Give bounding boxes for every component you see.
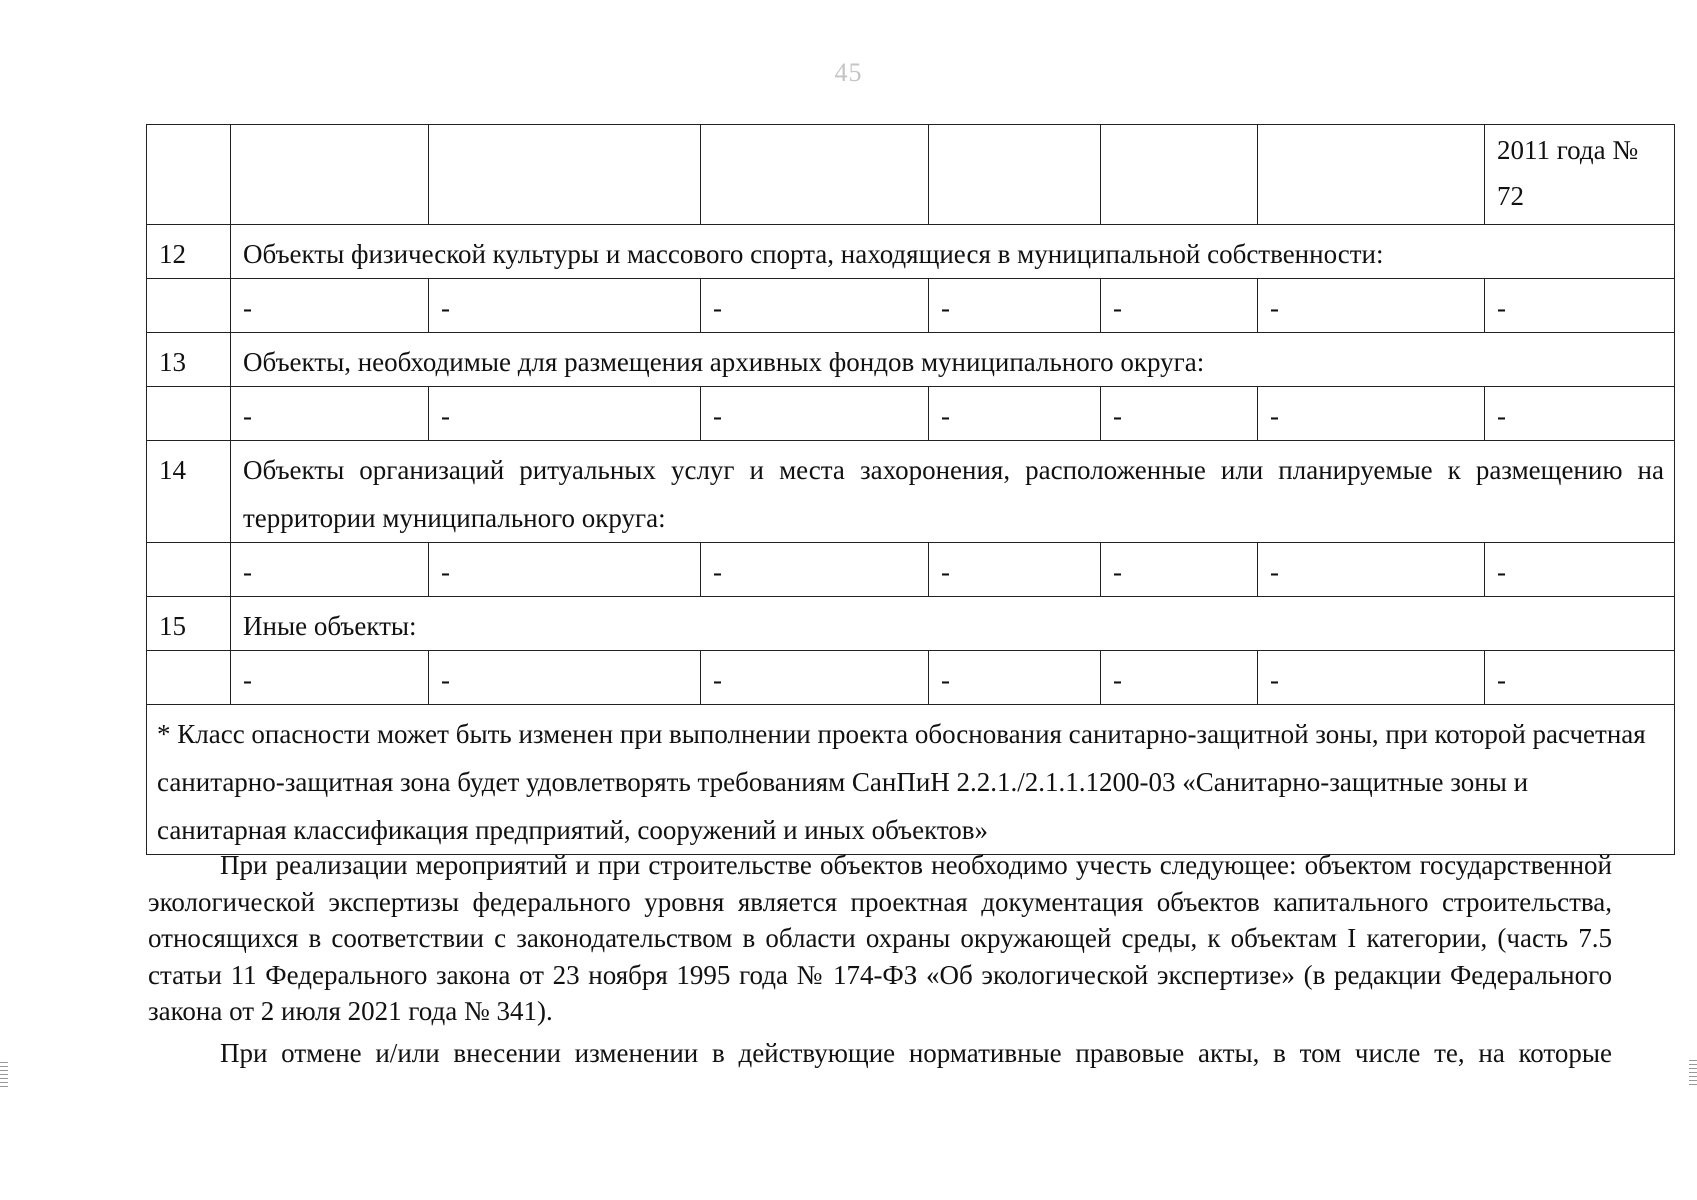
dash-cell: - [429, 651, 701, 705]
section-header-row [147, 333, 1675, 387]
table-cell: 2011 года № 72 [1485, 125, 1675, 225]
dash-cell: - [1485, 651, 1675, 705]
dash-cell: - [1485, 543, 1675, 597]
section-header-row [147, 441, 1675, 543]
dash-cell: - [231, 651, 429, 705]
section-header-row [147, 225, 1675, 279]
section-number: 13 [147, 333, 231, 387]
dash-cell: - [1258, 651, 1485, 705]
table-cell [1258, 125, 1485, 225]
dash-cell: - [1258, 387, 1485, 441]
section-title: Иные объекты: [231, 597, 1675, 651]
objects-table [146, 124, 1675, 855]
dash-cell: - [1101, 387, 1258, 441]
dash-cell: - [929, 279, 1101, 333]
dash-cell: - [1485, 279, 1675, 333]
section-number: 15 [147, 597, 231, 651]
table-cell [429, 125, 701, 225]
table-cell [147, 125, 231, 225]
dash-cell: - [231, 543, 429, 597]
dash-cell: - [929, 651, 1101, 705]
table-cell [147, 651, 231, 705]
table-cell [147, 279, 231, 333]
table-row [147, 543, 1675, 597]
footnote: * Класс опасности может быть изменен при выполнении проекта обоснования санитарно-защитной зоны, при которой расчетная санитарно-защитная зона будет удовлетворять требованиям СанПиН 2.2.1./2.1.1.1200-03 «Санитарно-защитные зоны и санитарная классификация предприятий, сооружений и иных объектов» [147, 705, 1675, 855]
scan-edge-mark [0, 1062, 8, 1090]
section-header-row [147, 597, 1675, 651]
section-number: 12 [147, 225, 231, 279]
body-paragraph: При реализации мероприятий и при строительстве объектов необходимо учесть следующее: объектом государственной экологической экспертизы федерального уровня является проектная документация объектов капитального строительства, относящихся в соответствии с законодательством в области охраны окружающей среды, к объектам I категории, (часть 7.5 статьи 11 Федерального закона от 23 ноября 1995 года № 174-ФЗ «Об экологической экспертизе» (в редакции Федерального закона от 2 июля 2021 года № 341). [148, 850, 1612, 1026]
dash-cell: - [1101, 279, 1258, 333]
dash-cell: - [231, 279, 429, 333]
dash-cell: - [1258, 543, 1485, 597]
dash-cell: - [231, 387, 429, 441]
body-paragraph: При отмене и/или внесении изменении в действующие нормативные правовые акты, в том числе те, на которые [220, 1038, 1612, 1068]
section-title: Объекты, необходимые для размещения архивных фондов муниципального округа: [231, 333, 1675, 387]
dash-cell: - [701, 387, 929, 441]
table-row [147, 279, 1675, 333]
section-title: Объекты физической культуры и массового спорта, находящиеся в муниципальной собственности: [231, 225, 1675, 279]
table-row [147, 651, 1675, 705]
dash-cell: - [429, 387, 701, 441]
dash-cell: - [1101, 543, 1258, 597]
table-cell [147, 387, 231, 441]
dash-cell: - [929, 387, 1101, 441]
dash-cell: - [929, 543, 1101, 597]
dash-cell: - [429, 279, 701, 333]
dash-cell: - [701, 279, 929, 333]
table-cell [929, 125, 1101, 225]
dash-cell: - [429, 543, 701, 597]
dash-cell: - [1101, 651, 1258, 705]
table-cell [231, 125, 429, 225]
footnote-row [147, 705, 1675, 855]
dash-cell: - [1258, 279, 1485, 333]
section-title: Объекты организаций ритуальных услуг и места захоронения, расположенные или планируемые к размещению на территории муниципального округа: [231, 441, 1675, 543]
table-row [147, 125, 1675, 225]
table-cell [701, 125, 929, 225]
scan-edge-mark [1689, 1060, 1697, 1088]
dash-cell: - [701, 543, 929, 597]
table-cell [1101, 125, 1258, 225]
section-number: 14 [147, 441, 231, 543]
dash-cell: - [701, 651, 929, 705]
dash-cell: - [1485, 387, 1675, 441]
page-number: 45 [834, 58, 863, 87]
table-row [147, 387, 1675, 441]
table-cell [147, 543, 231, 597]
